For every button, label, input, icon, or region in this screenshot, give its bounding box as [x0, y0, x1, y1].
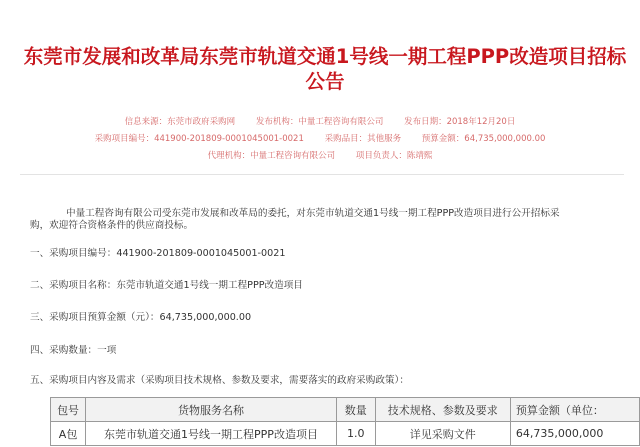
- publish-date: 发布日期：2018年12月20日: [404, 117, 516, 127]
- page-title: 东莞市发展和改革局东莞市轨道交通1号线一期工程PPP改造项目招标公告: [23, 45, 627, 93]
- item-project-number: 一、采购项目编号：441900-201809-0001045001-0021: [30, 248, 286, 259]
- info-source: 信息来源：东莞市政府采购网: [124, 117, 236, 127]
- header-budget: 预算金额（单位：: [510, 398, 639, 422]
- intro-paragraph: [30, 208, 640, 232]
- header-quantity: 数量: [336, 398, 375, 422]
- publisher: 发布机构：中量工程咨询有限公司: [255, 117, 384, 127]
- budget-amount: 预算金额：64,735,000,000.00: [421, 134, 546, 144]
- cell-budget: 64,735,000,000: [510, 422, 639, 446]
- header-specs: 技术规格、参数及要求: [375, 398, 510, 422]
- item-requirements: 五、采购项目内容及需求（采购项目技术规格、参数及要求，需要落实的政府采购政策）：: [30, 375, 409, 386]
- intro-line-1: 中量工程咨询有限公司受东莞市发展和改革局的委托，对东莞市轨道交通1号线一期工程PPP改造项目进行公开招标采: [66, 208, 560, 219]
- table-header-row: [51, 398, 640, 422]
- cell-package: A包: [51, 422, 86, 446]
- cell-quantity: 1.0: [336, 422, 375, 446]
- agency: 代理机构：中量工程咨询有限公司: [207, 151, 336, 161]
- table-row: [51, 422, 640, 446]
- header-package: 包号: [51, 398, 86, 422]
- procurement-table: [50, 397, 640, 446]
- cell-specs: 详见采购文件: [375, 422, 510, 446]
- project-manager: 项目负责人：陈靖熙: [355, 151, 433, 161]
- header-name: 货物服务名称: [86, 398, 337, 422]
- item-quantity: 四、采购数量：一项: [30, 345, 117, 356]
- item-project-name: 二、采购项目名称：东莞市轨道交通1号线一期工程PPP改造项目: [30, 280, 303, 291]
- divider: [20, 174, 624, 175]
- intro-line-2: 购，欢迎符合资格条件的供应商投标。: [30, 220, 194, 231]
- procurement-category: 采购品目：其他服务: [324, 134, 402, 144]
- project-number: 采购项目编号：441900-201809-0001045001-0021: [94, 134, 304, 144]
- item-budget: 三、采购项目预算金额（元）：64,735,000,000.00: [30, 312, 252, 323]
- meta-line-3: [0, 150, 640, 162]
- cell-name: 东莞市轨道交通1号线一期工程PPP改造项目: [86, 422, 337, 446]
- meta-line-2: [0, 133, 640, 145]
- meta-line-1: [0, 116, 640, 128]
